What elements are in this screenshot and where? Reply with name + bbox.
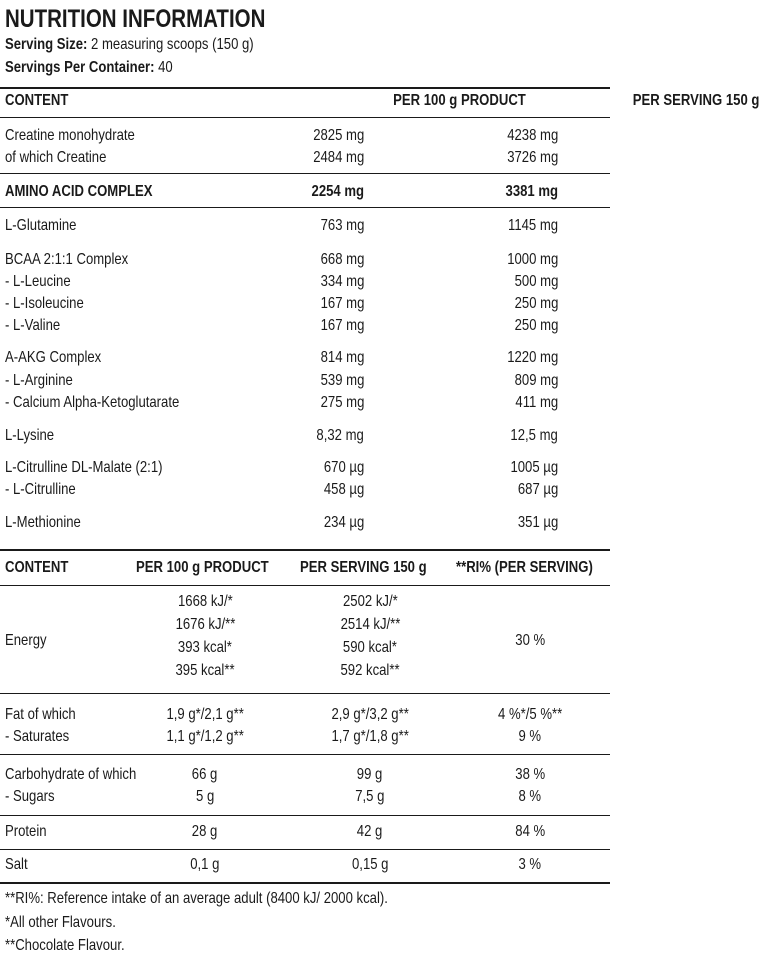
row-name: L-Glutamine (5, 217, 77, 234)
row-name: - L-Leucine (5, 273, 71, 290)
table1-row (0, 512, 610, 534)
row-per100: 2484 mg (312, 149, 364, 166)
fat-perserving: 2,9 g*/3,2 g** (331, 706, 409, 723)
divider (0, 549, 610, 551)
row-perserving: 1145 mg (507, 217, 558, 234)
protein-perserving: 42 g (357, 823, 383, 840)
carb-perserving: 99 g (357, 766, 383, 783)
protein-label: Protein (5, 823, 47, 840)
carb-per100: 66 g (192, 766, 218, 783)
footnote-chocolate: **Chocolate Flavour. (5, 937, 125, 954)
energy-perserving-kcal2: 592 kcal** (340, 662, 400, 679)
saturates-perserving: 1,7 g*/1,8 g** (331, 728, 409, 745)
divider (0, 849, 610, 850)
table1-row (0, 249, 610, 271)
row-name: Creatine monohydrate (5, 127, 135, 144)
table1-row (0, 392, 610, 414)
row-perserving: 12,5 mg (510, 427, 558, 444)
row-name: - L-Citrulline (5, 481, 76, 498)
table1-row (0, 479, 610, 501)
row-per100: 334 mg (320, 273, 364, 290)
table1-row (0, 181, 610, 203)
row-perserving: 3381 mg (505, 183, 558, 200)
table1-row (0, 315, 610, 337)
row-name: - Calcium Alpha-Ketoglutarate (5, 394, 180, 411)
row-perserving: 500 mg (514, 273, 558, 290)
footnote-other-flavours: *All other Flavours. (5, 914, 116, 931)
row-name: of which Creatine (5, 149, 107, 166)
divider (0, 173, 610, 174)
divider (0, 207, 610, 208)
sugars-label: - Sugars (5, 788, 55, 805)
table1-row (0, 147, 610, 169)
divider (0, 693, 610, 694)
row-perserving: 687 µg (517, 481, 558, 498)
divider (0, 754, 610, 755)
row-name: - L-Valine (5, 317, 61, 334)
energy-per100-kj2: 1676 kJ/** (175, 616, 235, 633)
energy-ri: 30 % (515, 632, 545, 649)
divider (0, 117, 610, 118)
row-perserving: 250 mg (514, 295, 558, 312)
table1-row (0, 370, 610, 392)
serving-size-value: 2 measuring scoops (150 g) (91, 36, 254, 53)
fat-ri: 4 %*/5 %** (497, 706, 563, 723)
protein-per100: 28 g (192, 823, 218, 840)
energy-per100-kcal1: 393 kcal* (178, 639, 232, 656)
salt-perserving: 0,15 g (351, 856, 389, 873)
carb-ri: 38 % (515, 766, 545, 783)
row-per100: 8,32 mg (316, 427, 364, 444)
divider (0, 585, 610, 586)
row-name: AMINO ACID COMPLEX (5, 183, 153, 200)
row-per100: 670 µg (323, 459, 364, 476)
carb-label: Carbohydrate of which (5, 766, 137, 783)
table1-header: CONTENT PER 100 g PRODUCT PER SERVING 150 g (5, 92, 759, 109)
sugars-per100: 5 g (195, 788, 215, 805)
energy-perserving-kcal1: 590 kcal* (343, 639, 397, 656)
sugars-perserving: 7,5 g (355, 788, 385, 805)
row-per100: 668 mg (320, 251, 364, 268)
row-perserving: 1220 mg (506, 349, 558, 366)
row-per100: 458 µg (323, 481, 364, 498)
protein-ri: 84 % (515, 823, 545, 840)
row-per100: 275 mg (320, 394, 364, 411)
sugars-ri: 8 % (518, 788, 542, 805)
row-name: - L-Arginine (5, 372, 73, 389)
row-perserving: 3726 mg (506, 149, 558, 166)
table1-row (0, 215, 610, 237)
page-title: NUTRITION INFORMATION (5, 5, 266, 33)
servings-label: Servings Per Container: (5, 59, 155, 76)
divider (0, 87, 610, 89)
row-per100: 234 µg (323, 514, 364, 531)
table1-row (0, 271, 610, 293)
serving-size-label: Serving Size: (5, 36, 88, 53)
row-name: A-AKG Complex (5, 349, 102, 366)
row-perserving: 1000 mg (506, 251, 558, 268)
saturates-per100: 1,1 g*/1,2 g** (166, 728, 244, 745)
energy-perserving-kj2: 2514 kJ/** (340, 616, 400, 633)
divider (0, 882, 610, 884)
saturates-label: - Saturates (5, 728, 70, 745)
energy-perserving-kj1: 2502 kJ/* (342, 593, 398, 610)
salt-label: Salt (5, 856, 28, 873)
row-per100: 539 mg (320, 372, 364, 389)
row-name: BCAA 2:1:1 Complex (5, 251, 129, 268)
energy-per100-kcal2: 395 kcal** (175, 662, 235, 679)
row-per100: 763 mg (320, 217, 364, 234)
row-perserving: 411 mg (515, 394, 558, 411)
row-per100: 167 mg (320, 317, 364, 334)
serving-size (5, 36, 308, 54)
row-name: - L-Isoleucine (5, 295, 84, 312)
footnote-ri: **RI%: Reference intake of an average adult (8400 kJ/ 2000 kcal). (5, 890, 388, 907)
table1-row (0, 125, 610, 147)
divider (0, 815, 610, 816)
table1-row (0, 457, 610, 479)
servings-per-container (5, 59, 210, 77)
row-per100: 814 mg (320, 349, 364, 366)
table1-row (0, 425, 610, 447)
salt-per100: 0,1 g (190, 856, 220, 873)
fat-per100: 1,9 g*/2,1 g** (166, 706, 244, 723)
table2-header: CONTENT PER 100 g PRODUCT PER SERVING 150 g **RI% (PER SERVING) (5, 559, 593, 576)
row-name: L-Methionine (5, 514, 81, 531)
salt-ri: 3 % (518, 856, 542, 873)
row-name: L-Lysine (5, 427, 55, 444)
servings-value: 40 (158, 59, 173, 76)
row-perserving: 351 µg (517, 514, 558, 531)
fat-label: Fat of which (5, 706, 76, 723)
row-per100: 2825 mg (312, 127, 364, 144)
row-perserving: 809 mg (514, 372, 558, 389)
table1-row (0, 293, 610, 315)
row-perserving: 250 mg (514, 317, 558, 334)
table1-row (0, 347, 610, 369)
row-name: L-Citrulline DL-Malate (2:1) (5, 459, 163, 476)
row-perserving: 1005 µg (510, 459, 558, 476)
saturates-ri: 9 % (518, 728, 542, 745)
energy-per100-kj1: 1668 kJ/* (177, 593, 233, 610)
energy-label: Energy (5, 632, 47, 649)
row-perserving: 4238 mg (506, 127, 558, 144)
row-per100: 2254 mg (311, 183, 364, 200)
row-per100: 167 mg (320, 295, 364, 312)
